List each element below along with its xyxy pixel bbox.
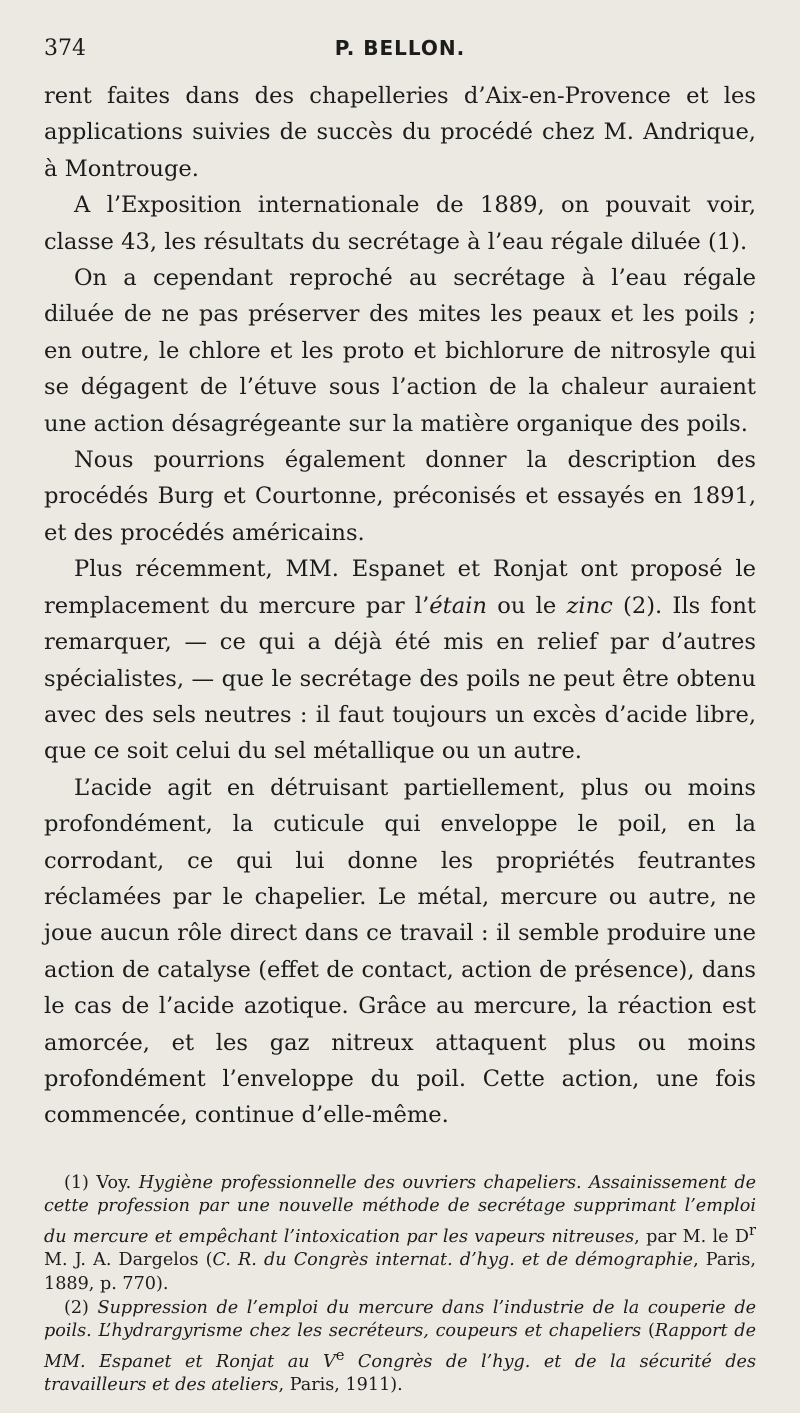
page-header xyxy=(44,32,756,72)
footnote-2-sup: e xyxy=(335,1346,345,1364)
paragraph-5-text-e: (2). Ils font remarquer, — ce qui a déjà été mis en relief par d’autres spécialistes, — que le secrétage des poils ne peut être obtenu avec des sels neutres : il faut toujours un excès d’acide libre, que ce soit celui du sel métallique ou un autre. xyxy=(44,592,757,765)
paragraph-5-text-a: Plus récemment, MM. Espanet et Ronjat ont proposé le remplacement du mercure par l’ xyxy=(44,556,756,619)
paragraph-5-italic-etain: étain xyxy=(429,592,487,619)
footnote-1-title: Hygiène professionnelle des ouvriers chapeliers. Assainissement de cette profession par une nouvelle méthode de secrétage supprimant l’emploi du mercure et empêchant l’intoxication par les vapeurs nitreuses xyxy=(44,1172,756,1247)
footnote-2-report: Rapport de MM. Espanet et Ronjat au V xyxy=(44,1321,756,1372)
paragraph-2: A l’Exposition internationale de 1889, on pouvait voir, classe 43, les résultats du secrétage à l’eau régale diluée (1). xyxy=(44,192,756,255)
footnote-1-text-c: , par M. le D xyxy=(634,1226,749,1247)
body-text xyxy=(44,78,756,1134)
footnote-2-text-c: ( xyxy=(641,1321,655,1342)
footnote-2 xyxy=(44,1297,756,1398)
paragraph-3: On a cependant reproché au secrétage à l’eau régale diluée de ne pas préserver des mites les peaux et les poils ; en outre, le chlore et les proto et bichlorure de nitrosyle qui se dégagent de l’étuve sous l’action de la chaleur auraient une action désagrégeante sur la matière organique des poils. xyxy=(44,265,756,437)
paragraph-1: rent faites dans des chapelleries d’Aix-en-Provence et les applications suivies de succès du procédé chez M. Andrique, à Montrouge. xyxy=(44,83,756,182)
footnote-1-number: (1) xyxy=(64,1172,89,1193)
footnotes xyxy=(44,1172,756,1398)
footnote-1-source: C. R. du Congrès internat. d’hyg. et de démographie xyxy=(212,1250,694,1271)
paragraph-5-italic-zinc: zinc xyxy=(566,592,613,619)
paragraph-5-text-c: ou le xyxy=(486,592,567,619)
paragraph-4: Nous pourrions également donner la description des procédés Burg et Courtonne, préconisés et essayés en 1891, et des procédés américains. xyxy=(44,447,756,546)
footnote-2-title: Suppression de l’emploi du mercure dans l’industrie de la couperie de poils. L’hydrargyrisme chez les secréteurs, coupeurs et chapeliers xyxy=(44,1297,757,1342)
footnote-1-text-d: M. J. A. Dargelos ( xyxy=(44,1250,213,1271)
paragraph-5 xyxy=(44,551,756,769)
footnote-2-text-a xyxy=(89,1298,98,1318)
page-number: 374 xyxy=(44,36,86,61)
paragraph-6: L’acide agit en détruisant partiellement, plus ou moins profondément, la cuticule qui enveloppe le poil, en la corrodant, ce qui lui donne les propriétés feutrantes réclamées par le chapelier. Le métal, mercure ou autre, ne joue aucun rôle direct dans ce travail : il semble produire une action de catalyse (effet de contact, action de présence), dans le cas de l’acide azotique. Grâce au mercure, la réaction est amorcée, et les gaz nitreux attaquent plus ou moins profondément l’enveloppe du poil. Cette action, une fois commencée, continue d’elle-même. xyxy=(44,774,756,1129)
footnote-2-text-f: , Paris, 1911). xyxy=(278,1375,403,1396)
footnote-2-congress: Congrès de l’hyg. et de la sécurité des travailleurs et des ateliers xyxy=(44,1351,756,1396)
running-head: P. BELLON. xyxy=(334,36,466,60)
footnote-1-sup: r xyxy=(748,1221,756,1239)
footnote-2-number: (2) xyxy=(64,1297,89,1318)
footnote-1 xyxy=(44,1172,756,1297)
footnote-1-text-f: , Paris, 1889, p. 770). xyxy=(44,1250,756,1295)
footnote-1-text-a: Voy. xyxy=(88,1172,139,1193)
